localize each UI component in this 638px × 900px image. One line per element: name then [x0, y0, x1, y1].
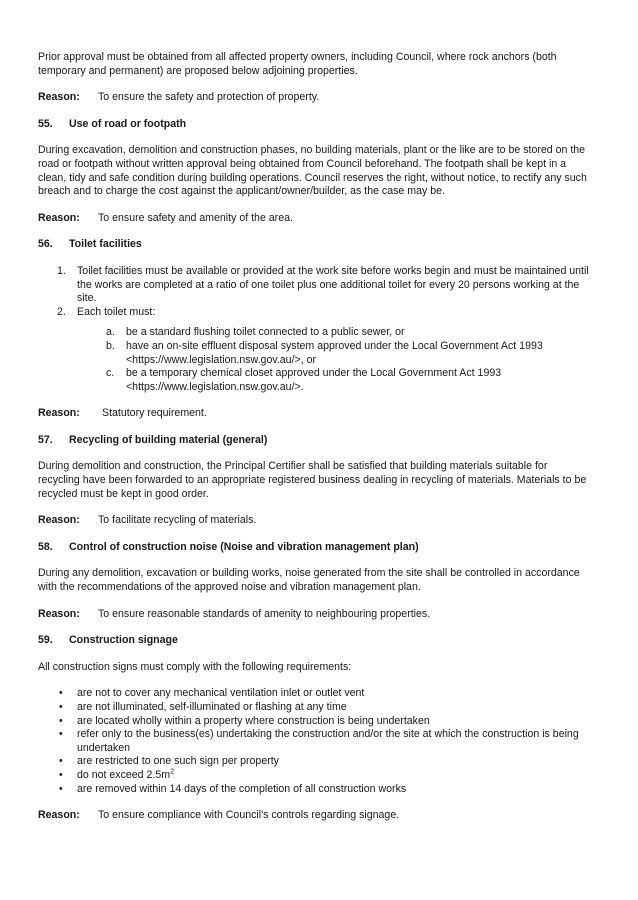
reason-text: To facilitate recycling of materials. — [98, 514, 257, 527]
section-title: Toilet facilities — [69, 238, 142, 251]
section-title: Recycling of building material (general) — [69, 433, 268, 446]
sublist-marker: c. — [106, 367, 115, 380]
section-57-heading — [38, 434, 592, 448]
sublist-item — [77, 340, 592, 367]
bullet-icon: • — [59, 714, 63, 727]
bullet-item — [38, 769, 592, 783]
section-57-body: During demolition and construction, the Principal Certifier shall be satisfied that building materials suitable for recycling have been forwarded to an appropriate registered business dealing in recycling of materials. Materials to be recycled must be kept in good order. — [38, 460, 587, 500]
bullet-text: are restricted to one such sign per property — [77, 755, 279, 768]
bullet-text: are removed within 14 days of the completion of all construction works — [77, 782, 407, 795]
list-marker: 1. — [57, 264, 66, 277]
reason-text: To ensure the safety and protection of property. — [98, 91, 320, 104]
bullet-item — [38, 755, 592, 769]
bullet-text: are not illuminated, self-illuminated or flashing at any time — [77, 701, 347, 713]
bullet-text: are located wholly within a property where construction is being undertaken — [77, 714, 430, 727]
section-number: 55. — [38, 117, 53, 130]
bullet-icon: • — [59, 768, 63, 781]
bullet-item — [38, 728, 592, 755]
section-number: 57. — [38, 433, 53, 446]
bullet-text: are not to cover any mechanical ventilation inlet or outlet vent — [77, 687, 365, 700]
list-marker: 2. — [57, 305, 66, 318]
sublist-item-text: have an on-site effluent disposal system approved under the Local Government Act 1993 <https://www.legislation.nsw.gov.au/>, or — [126, 339, 543, 366]
section-58-body: During any demolition, excavation or building works, noise generated from the site shall be controlled in accordance with the recommendations of the approved noise and vibration management plan. — [38, 567, 580, 594]
toilet-type-sublist — [77, 326, 592, 394]
signage-requirements-list — [38, 687, 592, 796]
section-title: Construction signage — [69, 634, 178, 647]
sublist-marker: b. — [106, 339, 115, 352]
list-item — [38, 306, 592, 395]
bullet-text: refer only to the business(es) undertaking the construction and/or the site at which the construction is being undertaken — [77, 728, 579, 754]
reason-label: Reason: — [38, 407, 80, 420]
section-55-body: During excavation, demolition and construction phases, no building materials, plant or the like are to be stored on the road or footpath without written approval being obtained from Council beforehand. The footpath shall be kept in a clean, tidy and safe condition during building operations. Council reserves the right, without notice, to rectify any such breach and to charge the cost against the applicant/owner/builder, as the case may be. — [38, 144, 587, 198]
list-item-text: Toilet facilities must be available or provided at the work site before works begin and must be maintained until the works are completed at a ratio of one toilet plus one additional toilet for every 20 persons working at the site. — [77, 264, 589, 305]
section-number: 59. — [38, 634, 53, 647]
section-59-heading — [38, 634, 592, 648]
reason-text: To ensure compliance with Council's controls regarding signage. — [98, 809, 400, 822]
sublist-marker: a. — [106, 326, 115, 339]
intro-paragraph: Prior approval must be obtained from all affected property owners, including Council, where rock anchors (both temporary and permanent) are proposed below adjoining properties. — [38, 51, 557, 77]
reason-label: Reason: — [38, 514, 80, 527]
section-59-body: All construction signs must comply with the following requirements: — [38, 660, 352, 673]
sublist-item-text: be a temporary chemical closet approved under the Local Government Act 1993 <https://www.legislation.nsw.gov.au/>. — [126, 367, 502, 393]
superscript-two: 2 — [170, 768, 174, 776]
section-number: 58. — [38, 540, 53, 553]
bullet-icon: • — [59, 728, 63, 741]
bullet-icon: • — [59, 755, 63, 768]
reason-label: Reason: — [38, 809, 80, 822]
reason-label: Reason: — [38, 91, 80, 104]
reason-label: Reason: — [38, 607, 80, 620]
list-item-text: Each toilet must: — [77, 305, 156, 318]
section-58-reason — [38, 608, 592, 622]
intro-reason — [38, 91, 592, 105]
reason-text: To ensure safety and amenity of the area. — [98, 211, 293, 224]
toilet-requirements-list — [38, 265, 592, 394]
bullet-icon: • — [59, 701, 63, 713]
sublist-item — [77, 326, 592, 340]
bullet-item — [38, 701, 592, 715]
sublist-item-text: be a standard flushing toilet connected to a public sewer, or — [126, 326, 405, 339]
bullet-item — [38, 783, 592, 797]
bullet-item — [38, 687, 592, 701]
sublist-item — [77, 367, 592, 394]
section-57-reason — [38, 514, 592, 528]
section-58-heading — [38, 541, 592, 555]
list-item — [38, 265, 592, 306]
bullet-item — [38, 715, 592, 729]
section-59-reason — [38, 809, 592, 823]
reason-text: To ensure reasonable standards of amenity to neighbouring properties. — [98, 607, 431, 620]
bullet-icon: • — [59, 782, 63, 795]
bullet-text: do not exceed 2.5m — [77, 768, 171, 781]
bullet-icon: • — [59, 687, 63, 700]
reason-label: Reason: — [38, 211, 80, 224]
section-55-reason — [38, 212, 592, 226]
reason-text: Statutory requirement. — [102, 407, 207, 420]
section-number: 56. — [38, 238, 53, 251]
section-56-reason — [38, 407, 592, 421]
section-55-heading — [38, 118, 592, 132]
section-title: Use of road or footpath — [69, 117, 187, 130]
section-56-heading — [38, 238, 592, 252]
section-title: Control of construction noise (Noise and vibration management plan) — [69, 540, 419, 553]
